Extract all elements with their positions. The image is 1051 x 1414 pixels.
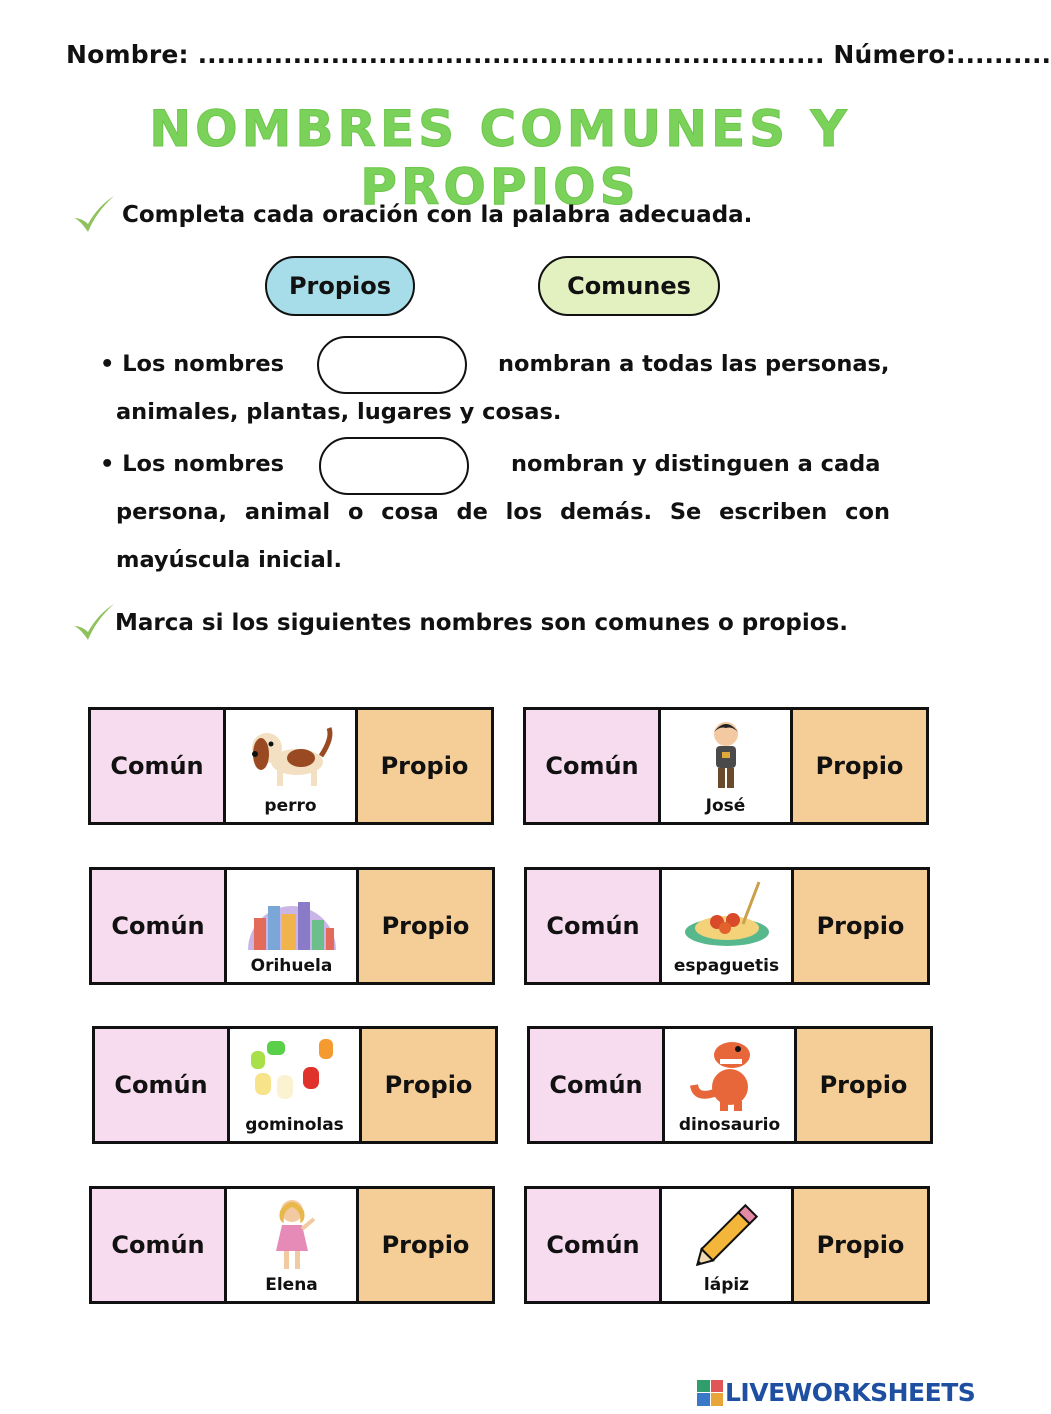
card-word: perro (264, 796, 317, 816)
sentence-2-line-3: mayúscula inicial. (116, 547, 343, 573)
instruction-complete: Completa cada oración con la palabra adecuada. (122, 202, 753, 228)
card-picture (230, 1029, 362, 1141)
comun-option[interactable]: Común (92, 870, 227, 982)
gummy-bears-icon (245, 1037, 345, 1113)
blank-input-2[interactable] (319, 437, 469, 495)
comun-option[interactable]: Común (95, 1029, 230, 1141)
blank-input-1[interactable] (317, 336, 467, 394)
card-picture (662, 1189, 794, 1301)
propio-option[interactable]: Propio (359, 870, 492, 982)
classify-card-jose (523, 707, 929, 825)
card-word: espaguetis (673, 956, 780, 976)
classify-card-lapiz (524, 1186, 930, 1304)
checkmark-icon (70, 600, 116, 646)
propio-option[interactable]: Propio (793, 710, 926, 822)
card-word: Orihuela (250, 956, 333, 976)
card-word: José (705, 796, 746, 816)
propio-option[interactable]: Propio (797, 1029, 930, 1141)
page-title: NOMBRES COMUNES Y PROPIOS (149, 100, 851, 216)
sentence-1-rest: nombran a todas las personas, (498, 351, 890, 377)
classify-card-perro (88, 707, 494, 825)
comun-option[interactable]: Común (91, 710, 226, 822)
card-word: gominolas (245, 1115, 344, 1135)
name-dots: .................................................................. (197, 40, 825, 69)
header-line (66, 40, 1051, 69)
card-picture (661, 710, 793, 822)
card-picture (227, 1189, 359, 1301)
pencil-icon (677, 1197, 777, 1273)
sentence-1-start: • Los nombres (100, 351, 285, 377)
card-word: Elena (265, 1275, 318, 1295)
card-word: dinosaurio (678, 1115, 781, 1135)
comun-option[interactable]: Común (527, 1189, 662, 1301)
classify-card-gominolas (92, 1026, 498, 1144)
girl-icon (242, 1197, 342, 1273)
card-picture (227, 870, 359, 982)
comun-option[interactable]: Común (527, 870, 662, 982)
propio-option[interactable]: Propio (358, 710, 491, 822)
propio-option[interactable]: Propio (362, 1029, 495, 1141)
instruction-mark: Marca si los siguientes nombres son comunes o propios. (115, 610, 848, 636)
comun-option[interactable]: Común (92, 1189, 227, 1301)
propio-option[interactable]: Propio (794, 1189, 927, 1301)
comun-option[interactable]: Común (530, 1029, 665, 1141)
boy-icon (676, 718, 776, 794)
spaghetti-icon (677, 878, 777, 954)
sentence-1-line-2: animales, plantas, lugares y cosas. (116, 399, 562, 425)
sentence-2-line-2: persona, animal o cosa de los demás. Se escriben con (116, 499, 890, 525)
word-bank-propios[interactable]: Propios (265, 256, 415, 316)
dinosaur-icon (680, 1037, 780, 1113)
dog-icon (241, 718, 341, 794)
liveworksheets-logo (697, 1378, 975, 1407)
checkmark-icon (70, 192, 116, 238)
number-dots: .......... (956, 40, 1051, 69)
comun-option[interactable]: Común (526, 710, 661, 822)
word-bank-comunes[interactable]: Comunes (538, 256, 720, 316)
name-label: Nombre: (66, 40, 189, 69)
logo-badge-icon (697, 1380, 723, 1406)
classify-card-elena (89, 1186, 495, 1304)
propio-option[interactable]: Propio (794, 870, 927, 982)
propio-option[interactable]: Propio (359, 1189, 492, 1301)
number-label: Número: (833, 40, 956, 69)
city-icon (242, 878, 342, 954)
card-picture (662, 870, 794, 982)
classify-card-espaguetis (524, 867, 930, 985)
logo-text: LIVEWORKSHEETS (725, 1378, 976, 1407)
card-picture (226, 710, 358, 822)
sentence-2-start: • Los nombres (100, 451, 285, 477)
classify-card-dinosaurio (527, 1026, 933, 1144)
card-picture (665, 1029, 797, 1141)
card-word: lápiz (703, 1275, 750, 1295)
sentence-2-rest: nombran y distinguen a cada (511, 451, 881, 477)
classify-card-orihuela (89, 867, 495, 985)
